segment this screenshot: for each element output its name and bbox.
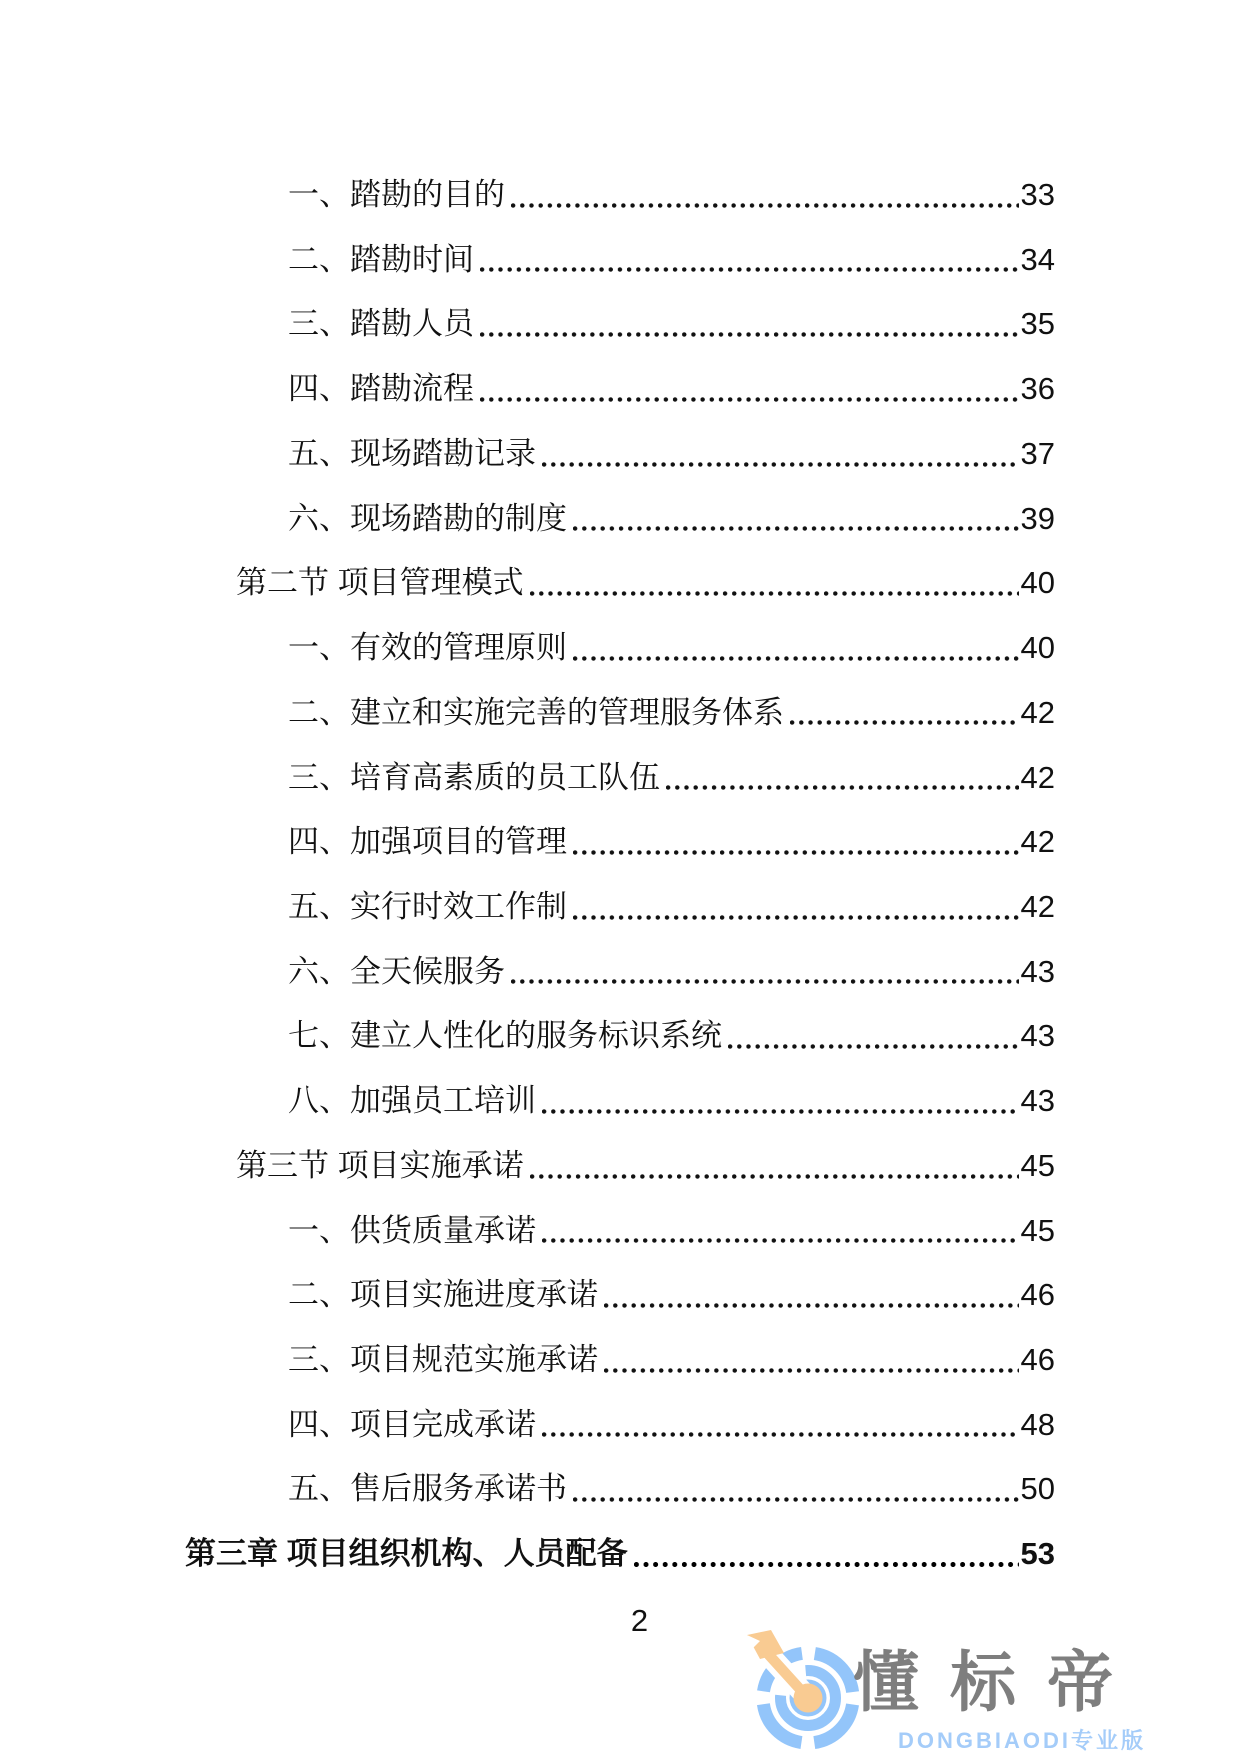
- toc-entry-page: 36: [1020, 371, 1055, 407]
- dot-leader: [542, 462, 1019, 467]
- dot-leader: [511, 203, 1019, 208]
- dot-leader: [480, 397, 1019, 402]
- dot-leader: [573, 850, 1019, 855]
- toc-entry[interactable]: [0, 150, 1055, 215]
- dot-leader: [542, 1109, 1019, 1114]
- dot-leader: [604, 1368, 1019, 1373]
- toc-entry[interactable]: [0, 991, 1055, 1056]
- toc-entry[interactable]: [0, 279, 1055, 344]
- toc-entry-page: 42: [1020, 824, 1055, 860]
- toc-entry[interactable]: [0, 474, 1055, 539]
- toc-entry[interactable]: [0, 1315, 1055, 1380]
- toc-entry-text: 一、供货质量承诺: [288, 1212, 536, 1248]
- toc-entry-text: 七、建立人性化的服务标识系统: [288, 1018, 722, 1054]
- toc-entry-text: 第三章 项目组织机构、人员配备: [185, 1536, 628, 1572]
- toc-entry-page: 50: [1020, 1471, 1055, 1507]
- toc-entry[interactable]: [0, 797, 1055, 862]
- dot-leader: [542, 1238, 1019, 1243]
- toc-entry-page: 43: [1020, 953, 1055, 989]
- toc-entry-page: 40: [1020, 630, 1055, 666]
- dot-leader: [666, 785, 1019, 790]
- toc-entry-page: 42: [1020, 888, 1055, 924]
- toc-entry-text: 二、项目实施进度承诺: [288, 1277, 598, 1313]
- dot-leader: [530, 1174, 1019, 1179]
- target-logo-icon: [738, 1628, 878, 1754]
- toc-entry[interactable]: [0, 538, 1055, 603]
- toc-entry-text: 四、踏勘流程: [288, 371, 474, 407]
- toc-entry-text: 三、项目规范实施承诺: [288, 1341, 598, 1377]
- toc-entry-text: 三、踏勘人员: [288, 306, 474, 342]
- toc-entry[interactable]: [0, 862, 1055, 927]
- toc-entry-page: 45: [1020, 1212, 1055, 1248]
- toc-entry-page: 46: [1020, 1277, 1055, 1313]
- watermark-brand-name: 懂标帝: [853, 1645, 1144, 1719]
- watermark-brand-subtitle: DONGBIAODI专业版: [898, 1728, 1147, 1753]
- toc-entry[interactable]: [0, 1186, 1055, 1251]
- table-of-contents: [0, 150, 1055, 1574]
- toc-entry-text: 第三节 项目实施承诺: [236, 1147, 524, 1183]
- toc-entry-text: 二、踏勘时间: [288, 241, 474, 277]
- toc-entry-page: 43: [1020, 1083, 1055, 1119]
- dot-leader: [573, 656, 1019, 661]
- toc-entry[interactable]: [0, 1380, 1055, 1445]
- toc-entry-page: 46: [1020, 1341, 1055, 1377]
- toc-entry-text: 五、售后服务承诺书: [288, 1471, 567, 1507]
- toc-entry-page: 35: [1020, 306, 1055, 342]
- toc-entry[interactable]: [0, 1121, 1055, 1186]
- toc-entry-page: 33: [1020, 177, 1055, 213]
- toc-entry-text: 四、加强项目的管理: [288, 824, 567, 860]
- toc-entry[interactable]: [0, 603, 1055, 668]
- toc-entry-text: 四、项目完成承诺: [288, 1406, 536, 1442]
- dot-leader: [480, 332, 1019, 337]
- toc-entry-text: 一、踏勘的目的: [288, 177, 505, 213]
- toc-entry-page: 53: [1020, 1536, 1055, 1572]
- toc-entry[interactable]: [0, 927, 1055, 992]
- dot-leader: [573, 915, 1019, 920]
- toc-entry-text: 一、有效的管理原则: [288, 630, 567, 666]
- toc-entry-text: 八、加强员工培训: [288, 1083, 536, 1119]
- toc-entry[interactable]: [0, 732, 1055, 797]
- toc-entry-text: 六、现场踏勘的制度: [288, 500, 567, 536]
- toc-entry-text: 三、培育高素质的员工队伍: [288, 759, 660, 795]
- toc-entry[interactable]: [0, 1056, 1055, 1121]
- dot-leader: [634, 1562, 1019, 1567]
- toc-entry[interactable]: [0, 668, 1055, 733]
- dot-leader: [604, 1303, 1019, 1308]
- dot-leader: [542, 1432, 1019, 1437]
- toc-entry[interactable]: [0, 215, 1055, 280]
- toc-entry-page: 40: [1020, 565, 1055, 601]
- toc-entry-page: 39: [1020, 500, 1055, 536]
- toc-entry[interactable]: [0, 1444, 1055, 1509]
- toc-entry[interactable]: [0, 344, 1055, 409]
- toc-entry-text: 五、实行时效工作制: [288, 888, 567, 924]
- page-number: 2: [630, 1603, 649, 1638]
- toc-entry-page: 45: [1020, 1147, 1055, 1183]
- dot-leader: [573, 526, 1019, 531]
- toc-entry-page: 42: [1020, 694, 1055, 730]
- toc-entry-page: 34: [1020, 241, 1055, 277]
- toc-entry-text: 五、现场踏勘记录: [288, 435, 536, 471]
- toc-entry-page: 48: [1020, 1406, 1055, 1442]
- dot-leader: [573, 1497, 1019, 1502]
- toc-entry-text: 第二节 项目管理模式: [236, 565, 524, 601]
- toc-entry-text: 六、全天候服务: [288, 953, 505, 989]
- dot-leader: [790, 720, 1019, 725]
- toc-entry[interactable]: [0, 1250, 1055, 1315]
- dot-leader: [530, 591, 1019, 596]
- dot-leader: [728, 1044, 1019, 1049]
- toc-entry[interactable]: [0, 409, 1055, 474]
- toc-entry-text: 二、建立和实施完善的管理服务体系: [288, 694, 784, 730]
- toc-entry-page: 42: [1020, 759, 1055, 795]
- toc-entry-page: 37: [1020, 435, 1055, 471]
- dot-leader: [480, 267, 1019, 272]
- dot-leader: [511, 979, 1019, 984]
- toc-entry-page: 43: [1020, 1018, 1055, 1054]
- toc-entry[interactable]: [0, 1509, 1055, 1574]
